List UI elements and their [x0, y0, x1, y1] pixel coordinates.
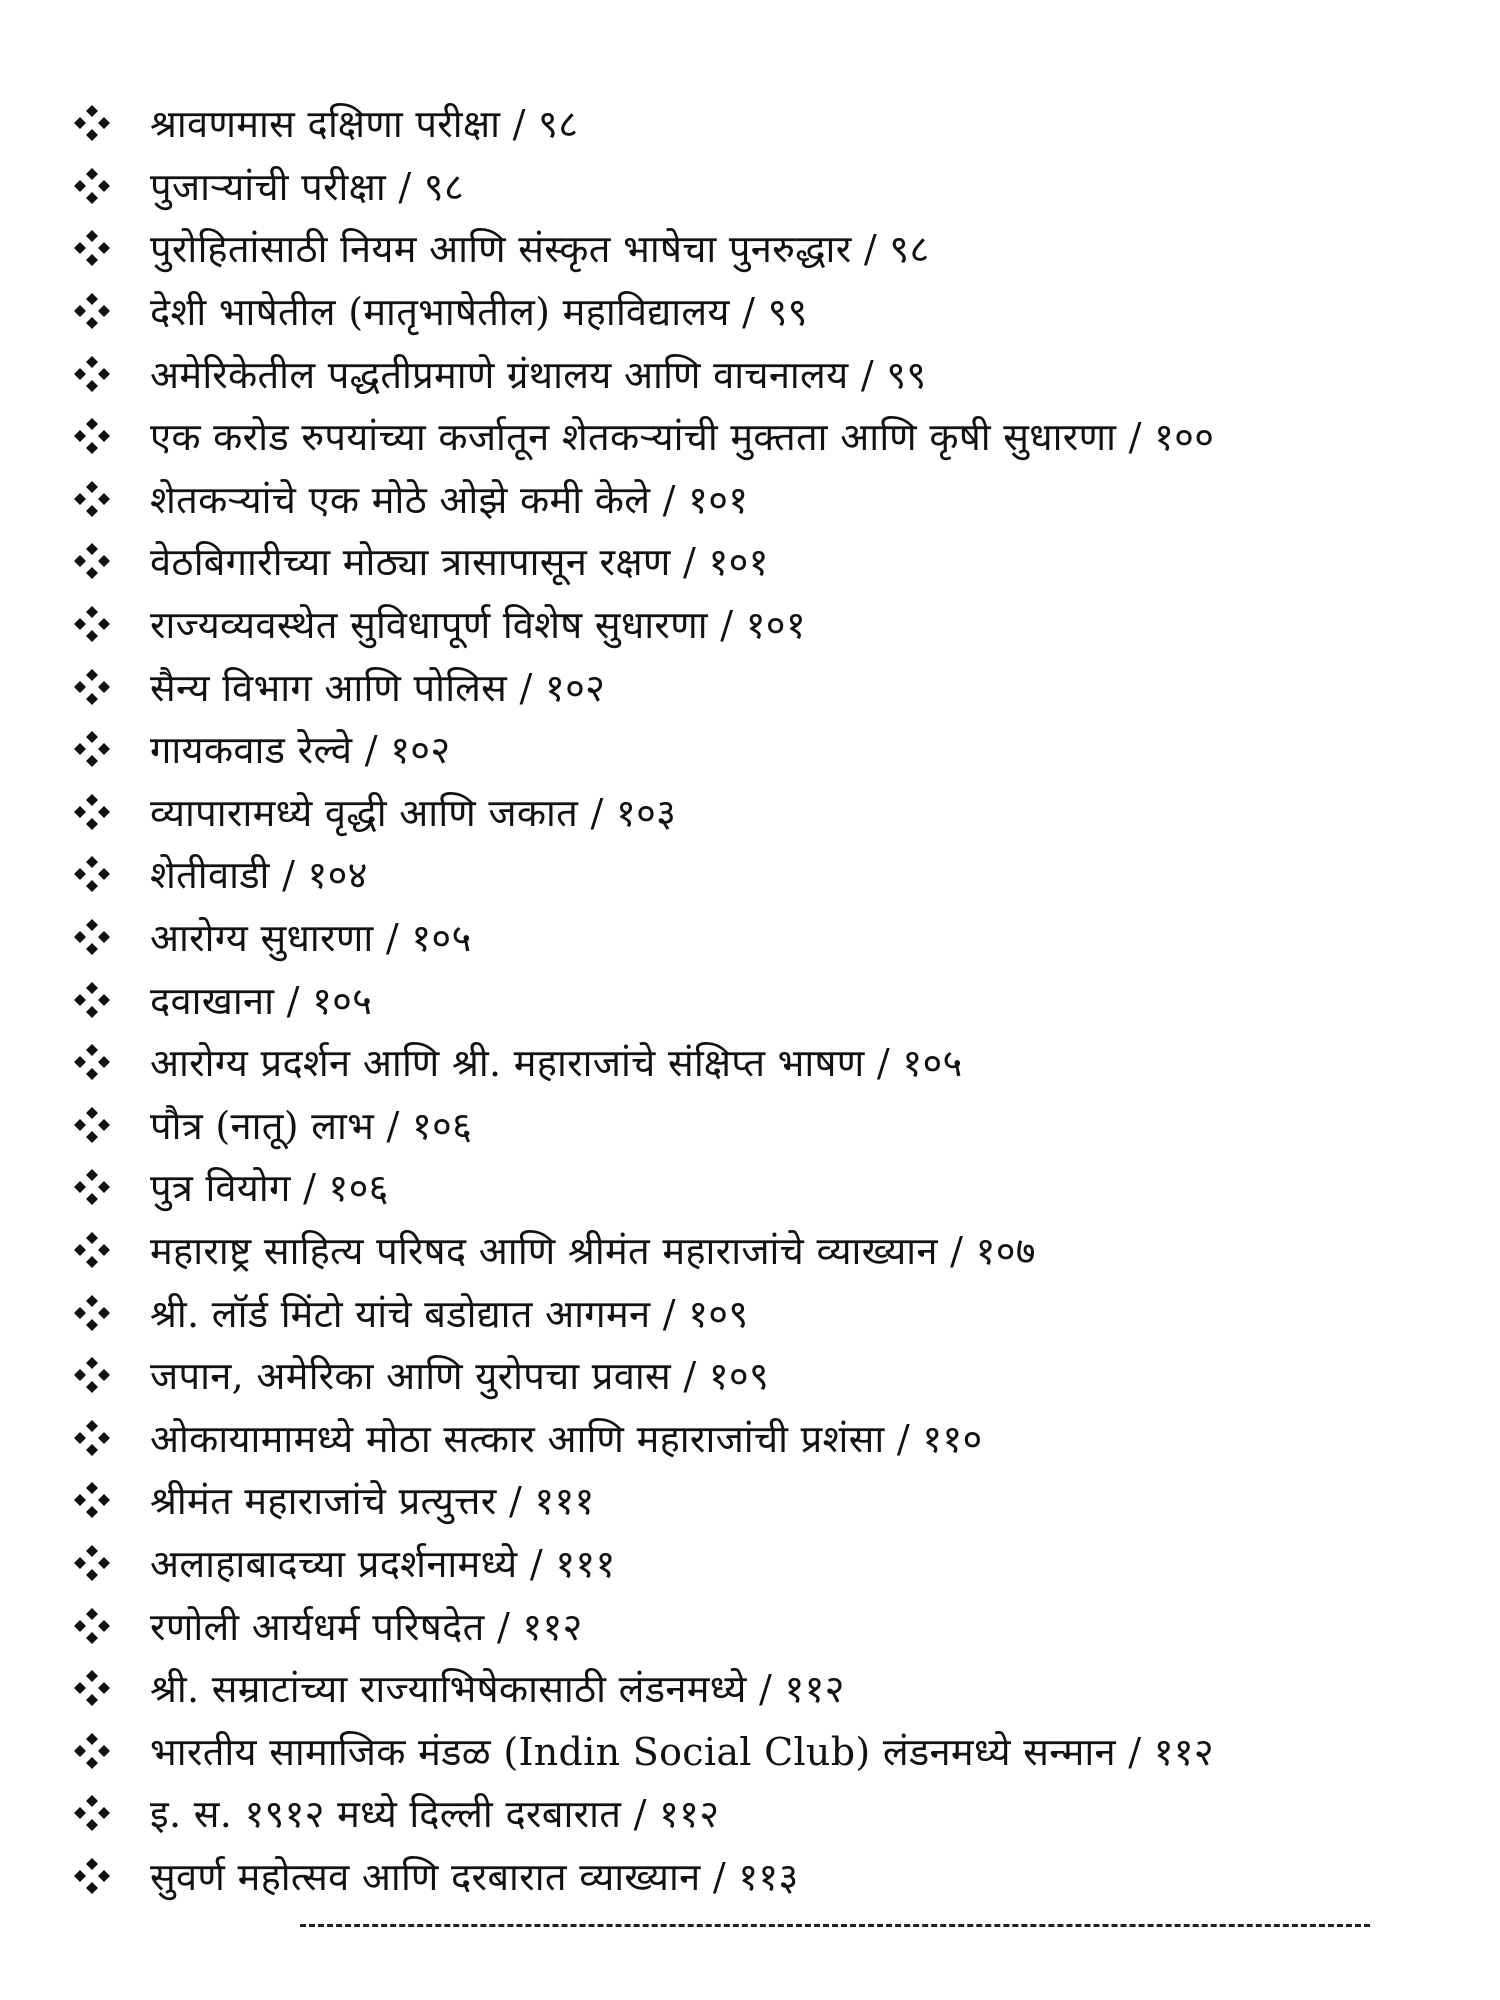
toc-entry-text: शेतीवाडी / १०४ — [150, 853, 368, 898]
toc-entry-text: अलाहाबादच्या प्रदर्शनामध्ये / १११ — [150, 1541, 616, 1586]
diamond-bullet-icon — [70, 1666, 114, 1710]
toc-entry — [70, 1094, 1470, 1157]
diamond-bullet-icon — [70, 289, 114, 333]
toc-entry-text: श्रावणमास दक्षिणा परीक्षा / ९८ — [150, 102, 579, 147]
diamond-bullet-icon — [70, 539, 114, 583]
diamond-bullet-icon — [70, 1040, 114, 1084]
table-of-contents — [70, 92, 1470, 1907]
toc-entry — [70, 155, 1470, 218]
toc-entry — [70, 655, 1470, 718]
diamond-bullet-icon — [70, 1854, 114, 1898]
diamond-bullet-icon — [70, 790, 114, 834]
toc-entry — [70, 906, 1470, 969]
toc-entry — [70, 217, 1470, 280]
dashed-separator — [300, 1924, 1370, 1927]
toc-entry — [70, 1469, 1470, 1532]
toc-entry-text: पुरोहितांसाठी नियम आणि संस्कृत भाषेचा पुनरुद्धार / ९८ — [150, 227, 930, 272]
toc-entry-text: जपान, अमेरिका आणि युरोपचा प्रवास / १०९ — [150, 1354, 770, 1399]
toc-entry-text: आरोग्य प्रदर्शन आणि श्री. महाराजांचे संक्षिप्त भाषण / १०५ — [150, 1041, 963, 1086]
toc-entry — [70, 593, 1470, 656]
toc-entry — [70, 1532, 1470, 1595]
diamond-bullet-icon — [70, 414, 114, 458]
diamond-bullet-icon — [70, 1165, 114, 1209]
toc-entry-text: एक करोड रुपयांच्या कर्जातून शेतकऱ्यांची मुक्तता आणि कृषी सुधारणा / १०० — [150, 415, 1215, 460]
toc-entry — [70, 1281, 1470, 1344]
toc-entry-text: राज्यव्यवस्थेत सुविधापूर्ण विशेष सुधारणा / १०१ — [150, 603, 806, 648]
diamond-bullet-icon — [70, 1291, 114, 1335]
toc-entry — [70, 405, 1470, 468]
toc-entry-text: देशी भाषेतील (मातृभाषेतील) महाविद्यालय / ९९ — [150, 290, 808, 335]
diamond-bullet-icon — [70, 978, 114, 1022]
toc-entry — [70, 1845, 1470, 1908]
toc-entry — [70, 280, 1470, 343]
diamond-bullet-icon — [70, 915, 114, 959]
toc-entry-text: वेठबिगारीच्या मोठ्या त्रासापासून रक्षण / १०१ — [150, 540, 769, 585]
toc-entry-text: रणोली आर्यधर्म परिषदेत / ११२ — [150, 1604, 583, 1649]
diamond-bullet-icon — [70, 1478, 114, 1522]
diamond-bullet-icon — [70, 1353, 114, 1397]
toc-entry-text: आरोग्य सुधारणा / १०५ — [150, 916, 472, 961]
diamond-bullet-icon — [70, 477, 114, 521]
diamond-bullet-icon — [70, 1416, 114, 1460]
toc-entry-text: भारतीय सामाजिक मंडळ (Indin Social Club) लंडनमध्ये सन्मान / ११२ — [150, 1729, 1214, 1774]
diamond-bullet-icon — [70, 665, 114, 709]
toc-entry — [70, 1719, 1470, 1782]
toc-entry — [70, 718, 1470, 781]
toc-entry — [70, 1657, 1470, 1720]
toc-entry — [70, 1406, 1470, 1469]
toc-entry — [70, 1156, 1470, 1219]
toc-entry — [70, 1594, 1470, 1657]
toc-entry — [70, 843, 1470, 906]
toc-entry-text: पुत्र वियोग / १०६ — [150, 1166, 389, 1211]
toc-entry-text: गायकवाड रेल्वे / १०२ — [150, 728, 451, 773]
diamond-bullet-icon — [70, 1604, 114, 1648]
diamond-bullet-icon — [70, 164, 114, 208]
toc-entry-text: शेतकऱ्यांचे एक मोठे ओझे कमी केले / १०१ — [150, 477, 749, 522]
toc-entry — [70, 1782, 1470, 1845]
diamond-bullet-icon — [70, 1729, 114, 1773]
toc-entry — [70, 530, 1470, 593]
toc-entry — [70, 342, 1470, 405]
toc-entry — [70, 1344, 1470, 1407]
toc-entry — [70, 1031, 1470, 1094]
toc-entry-text: व्यापारामध्ये वृद्धी आणि जकात / १०३ — [150, 790, 677, 835]
diamond-bullet-icon — [70, 226, 114, 270]
diamond-bullet-icon — [70, 101, 114, 145]
diamond-bullet-icon — [70, 602, 114, 646]
toc-entry — [70, 92, 1470, 155]
toc-entry-text: पौत्र (नातू) लाभ / १०६ — [150, 1103, 473, 1148]
toc-entry-text: इ. स. १९१२ मध्ये दिल्ली दरबारात / ११२ — [150, 1792, 720, 1837]
toc-entry-text: पुजाऱ्यांची परीक्षा / ९८ — [150, 164, 465, 209]
toc-entry-text: अमेरिकेतील पद्धतीप्रमाणे ग्रंथालय आणि वाचनालय / ९९ — [150, 352, 927, 397]
diamond-bullet-icon — [70, 1541, 114, 1585]
toc-entry-text: श्री. लॉर्ड मिंटो यांचे बडोद्यात आगमन / १०९ — [150, 1291, 749, 1336]
toc-entry — [70, 781, 1470, 844]
toc-entry-text: महाराष्ट्र साहित्य परिषद आणि श्रीमंत महाराजांचे व्याख्यान / १०७ — [150, 1228, 1036, 1273]
diamond-bullet-icon — [70, 852, 114, 896]
toc-entry-text: सैन्य विभाग आणि पोलिस / १०२ — [150, 665, 606, 710]
toc-entry — [70, 1219, 1470, 1282]
toc-entry — [70, 968, 1470, 1031]
toc-entry — [70, 468, 1470, 531]
toc-entry-text: दवाखाना / १०५ — [150, 978, 373, 1023]
diamond-bullet-icon — [70, 352, 114, 396]
diamond-bullet-icon — [70, 727, 114, 771]
diamond-bullet-icon — [70, 1228, 114, 1272]
toc-entry-text: श्रीमंत महाराजांचे प्रत्युत्तर / १११ — [150, 1479, 595, 1524]
toc-entry-text: ओकायामामध्ये मोठा सत्कार आणि महाराजांची प्रशंसा / ११० — [150, 1416, 983, 1461]
toc-entry-text: सुवर्ण महोत्सव आणि दरबारात व्याख्यान / ११३ — [150, 1854, 799, 1899]
diamond-bullet-icon — [70, 1791, 114, 1835]
diamond-bullet-icon — [70, 1103, 114, 1147]
toc-entry-text: श्री. सम्राटांच्या राज्याभिषेकासाठी लंडनमध्ये / ११२ — [150, 1667, 845, 1712]
